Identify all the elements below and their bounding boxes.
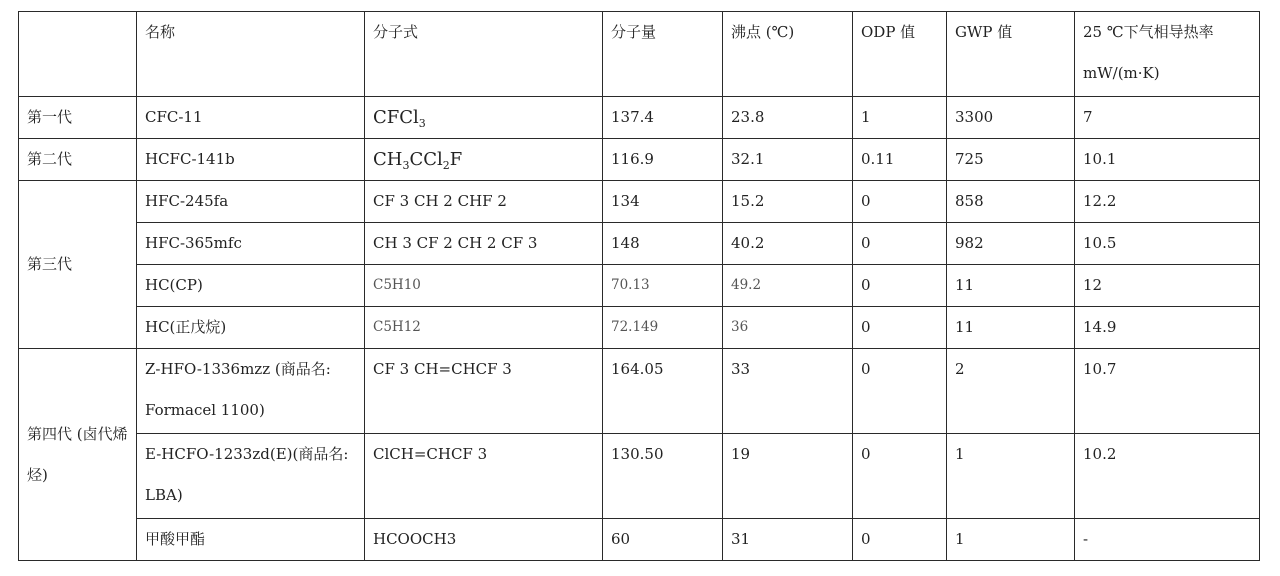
cell-k: 10.5: [1075, 223, 1260, 265]
cell-k: 14.9: [1075, 307, 1260, 349]
table-row: [19, 519, 1260, 561]
cell-name: Z-HFO-1336mzz (商品名: Formacel 1100): [137, 349, 365, 434]
table-row: [19, 223, 1260, 265]
cell-gwp: 2: [947, 349, 1075, 434]
cell-mw: 164.05: [603, 349, 723, 434]
formula-subscript: 2: [442, 159, 450, 172]
cell-formula: CF 3 CH 2 CHF 2: [365, 181, 603, 223]
header-k-line2: mW/(m·K): [1083, 64, 1160, 82]
cell-mw: 137.4: [603, 97, 723, 139]
cell-k: -: [1075, 519, 1260, 561]
cell-bp: 33: [723, 349, 853, 434]
header-odp: ODP 值: [853, 12, 947, 97]
refrigerant-comparison-table: [18, 11, 1260, 561]
cell-gwp: 3300: [947, 97, 1075, 139]
cell-formula: CH 3 CF 2 CH 2 CF 3: [365, 223, 603, 265]
cell-k: 7: [1075, 97, 1260, 139]
cell-mw: 116.9: [603, 139, 723, 181]
generation-label: 第四代 (卤代烯烃): [19, 349, 137, 561]
table-row: [19, 349, 1260, 434]
cell-mw: 134: [603, 181, 723, 223]
cell-formula: [365, 97, 603, 139]
cell-odp: 1: [853, 97, 947, 139]
formula-part: CFCl: [373, 107, 419, 128]
cell-k: 10.1: [1075, 139, 1260, 181]
cell-name: HFC-245fa: [137, 181, 365, 223]
cell-odp: 0: [853, 349, 947, 434]
header-molecular-weight: 分子量: [603, 12, 723, 97]
header-gwp: GWP 值: [947, 12, 1075, 97]
cell-odp: 0: [853, 434, 947, 519]
cell-mw: 148: [603, 223, 723, 265]
cell-k: 10.7: [1075, 349, 1260, 434]
header-generation: [19, 12, 137, 97]
cell-mw: 72.149: [603, 307, 723, 349]
header-k-line1: 25 ℃下气相导热率: [1083, 23, 1214, 41]
table-row: [19, 265, 1260, 307]
cell-gwp: 11: [947, 265, 1075, 307]
cell-bp: 15.2: [723, 181, 853, 223]
cell-name: 甲酸甲酯: [137, 519, 365, 561]
formula-part: CH: [373, 149, 403, 170]
cell-odp: 0: [853, 181, 947, 223]
cell-mw: 130.50: [603, 434, 723, 519]
cell-odp: 0: [853, 223, 947, 265]
cell-name: E-HCFO-1233zd(E)(商品名: LBA): [137, 434, 365, 519]
formula-subscript: 3: [402, 159, 410, 172]
cell-bp: 31: [723, 519, 853, 561]
generation-label: 第二代: [19, 139, 137, 181]
cell-bp: 19: [723, 434, 853, 519]
header-formula: 分子式: [365, 12, 603, 97]
cell-formula: HCOOCH3: [365, 519, 603, 561]
cell-bp: 36: [723, 307, 853, 349]
header-thermal-conductivity: [1075, 12, 1260, 97]
cell-odp: 0: [853, 307, 947, 349]
cell-name: CFC-11: [137, 97, 365, 139]
cell-bp: 40.2: [723, 223, 853, 265]
cell-gwp: 858: [947, 181, 1075, 223]
generation-label: 第一代: [19, 97, 137, 139]
cell-bp: 49.2: [723, 265, 853, 307]
cell-formula: ClCH=CHCF 3: [365, 434, 603, 519]
generation-label: 第三代: [19, 181, 137, 349]
cell-gwp: 1: [947, 434, 1075, 519]
cell-name: HC(CP): [137, 265, 365, 307]
cell-k: 12: [1075, 265, 1260, 307]
header-row: [19, 12, 1260, 97]
formula-subscript: 3: [418, 117, 426, 130]
header-boiling-point: 沸点 (℃): [723, 12, 853, 97]
cell-formula: C5H10: [365, 265, 603, 307]
cell-bp: 23.8: [723, 97, 853, 139]
formula-part: CCl: [409, 149, 443, 170]
table-row: [19, 307, 1260, 349]
cell-gwp: 11: [947, 307, 1075, 349]
cell-gwp: 982: [947, 223, 1075, 265]
cell-odp: 0.11: [853, 139, 947, 181]
cell-formula: CF 3 CH=CHCF 3: [365, 349, 603, 434]
cell-mw: 60: [603, 519, 723, 561]
cell-formula: [365, 139, 603, 181]
formula-part: F: [449, 149, 463, 170]
cell-mw: 70.13: [603, 265, 723, 307]
cell-formula: C5H12: [365, 307, 603, 349]
cell-name: HC(正戊烷): [137, 307, 365, 349]
cell-gwp: 725: [947, 139, 1075, 181]
cell-gwp: 1: [947, 519, 1075, 561]
cell-name: HCFC-141b: [137, 139, 365, 181]
cell-k: 10.2: [1075, 434, 1260, 519]
cell-bp: 32.1: [723, 139, 853, 181]
header-name: 名称: [137, 12, 365, 97]
table-row: [19, 97, 1260, 139]
cell-odp: 0: [853, 265, 947, 307]
table-row: [19, 434, 1260, 519]
table-row: [19, 181, 1260, 223]
cell-k: 12.2: [1075, 181, 1260, 223]
cell-odp: 0: [853, 519, 947, 561]
table-row: [19, 139, 1260, 181]
cell-name: HFC-365mfc: [137, 223, 365, 265]
